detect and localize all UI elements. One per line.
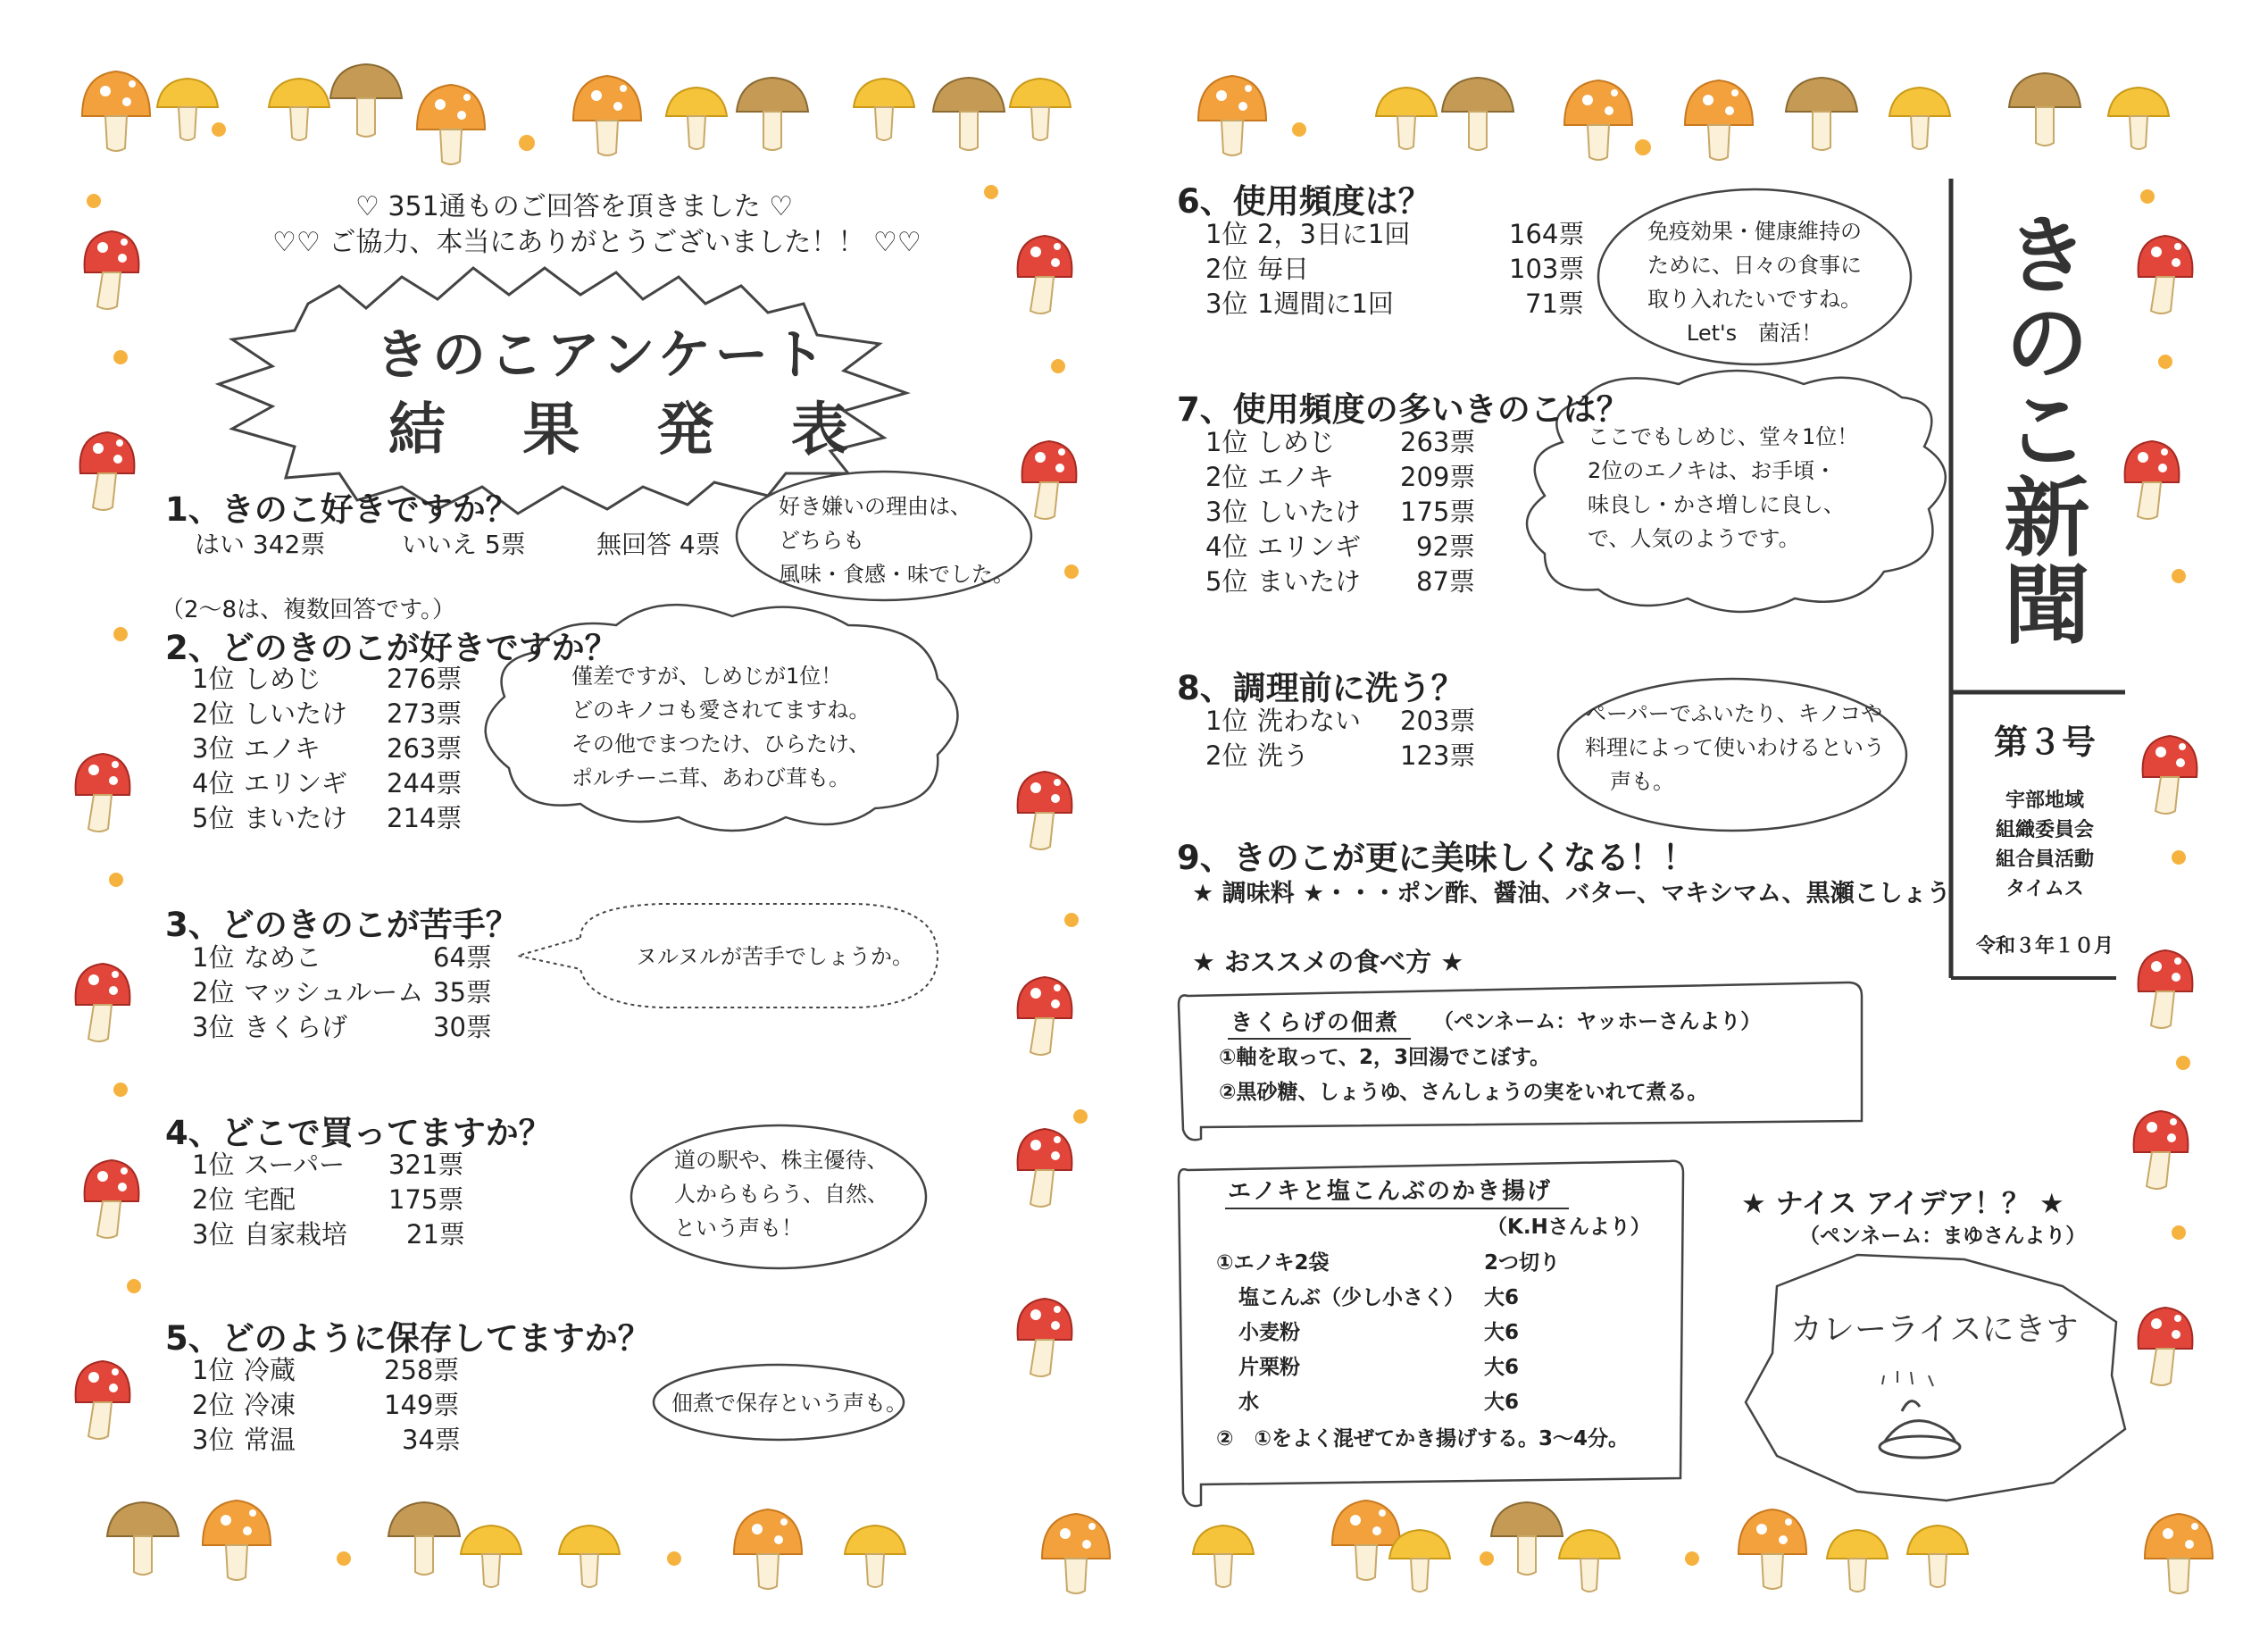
rank-votes: 30票 <box>433 1012 492 1042</box>
rank-label: 3位 <box>192 1425 235 1455</box>
recipe-step: ①軸を取って、2，3回湯でこぼす。 <box>1219 1046 1551 1069</box>
rank-votes: 71票 <box>1525 288 1584 319</box>
q7-title: 7、使用頻度の多いきのこは？ <box>1177 390 1630 429</box>
org-line: 組合員活動 <box>1995 849 2094 871</box>
rank-name: スーパー <box>244 1150 346 1180</box>
organization <box>1955 786 2134 904</box>
rank-name: 自家栽培 <box>244 1219 348 1250</box>
rank-name: なめこ <box>244 942 322 973</box>
recipe1-penname: （ペンネーム：ヤッホーさんより） <box>1433 1010 1762 1033</box>
rank-votes: 263票 <box>1400 427 1476 457</box>
q8-bubble-line: 料理によって使いわけるという <box>1585 735 1885 760</box>
rank-label: 2位 <box>1205 254 1248 284</box>
q2-bubble-line: 僅差ですが、しめじが1位！ <box>571 664 843 689</box>
q7-bubble <box>1588 420 1858 556</box>
rank-label: 4位 <box>192 768 235 798</box>
ingredient-row <box>1216 1385 1591 1420</box>
q4-rank-table <box>192 1145 478 1250</box>
banner-subtitle: 結 果 発 表 <box>388 397 877 464</box>
rank-row <box>192 973 496 1007</box>
ingredient-row <box>1216 1246 1591 1281</box>
q4-bubble-line: 道の駅や、株主優待、 <box>674 1148 888 1173</box>
rank-label: 2位 <box>192 1184 235 1215</box>
q2-bubble <box>571 659 870 795</box>
rank-label: 1位 <box>192 1150 235 1180</box>
q4-bubble <box>674 1143 888 1245</box>
q8-bubble <box>1585 697 1885 798</box>
rank-row <box>1205 492 1491 527</box>
q5-title: 5、どのように保存してますか？ <box>165 1319 651 1358</box>
q5-bubble-line: 佃煮で保存という声も。 <box>671 1391 907 1416</box>
q2-bubble-line: ポルチーニ茸、あわび茸も。 <box>571 765 850 790</box>
q5-rank-table <box>192 1350 478 1455</box>
ingredient-amount: 大6 <box>1484 1391 1520 1414</box>
org-line: タイムス <box>2005 878 2084 900</box>
q3-title: 3、どのきのこが苦手？ <box>165 906 519 944</box>
rank-name: しめじ <box>1257 427 1336 457</box>
rank-votes: 175票 <box>1400 497 1476 527</box>
rank-label: 2位 <box>192 977 235 1007</box>
rank-row <box>1205 527 1491 562</box>
rank-row <box>1205 214 1585 249</box>
rank-label: 3位 <box>1205 288 1248 319</box>
recipe2-title: エノキと塩こんぶのかき揚げ <box>1228 1178 1552 1205</box>
rank-row <box>1205 562 1491 597</box>
rank-votes: 175票 <box>388 1184 464 1215</box>
rank-label: 1位 <box>1205 427 1248 457</box>
rank-label: 1位 <box>192 942 235 973</box>
q8-bubble-line: 声も。 <box>1610 769 1674 794</box>
rank-row <box>192 1215 478 1250</box>
q3-bubble-line: ヌルヌルが苦手でしょうか。 <box>636 944 914 969</box>
issue-date: 令和３年１０月 <box>1975 935 2114 957</box>
rank-votes: 321票 <box>388 1150 464 1180</box>
thanks-line-1: ♡ 351通ものご回答を頂きました ♡ <box>355 191 794 222</box>
q7-bubble-line: 2位のエノキは、お手頃・ <box>1588 458 1837 483</box>
q9-seasoning: ★ 調味料 ★・・・ポン酢、醤油、バター、マキシマム、黒瀬こしょう <box>1192 880 1951 907</box>
ingredient-item: ①エノキ2袋 <box>1216 1251 1330 1275</box>
rank-label: 3位 <box>192 1219 235 1250</box>
rank-votes: 203票 <box>1400 706 1476 736</box>
rank-name: 2，3日に1回 <box>1257 219 1411 249</box>
q4-bubble-line: という声も！ <box>674 1216 803 1241</box>
rank-votes: 21票 <box>406 1219 465 1250</box>
rank-votes: 276票 <box>387 664 463 694</box>
rank-votes: 258票 <box>384 1355 460 1385</box>
rank-name: 常温 <box>244 1425 296 1455</box>
rank-label: 2位 <box>1205 462 1248 492</box>
rank-row <box>192 1350 478 1385</box>
q7-bubble-line: 味良し・かさ増しに良し、 <box>1588 492 1845 517</box>
q3-rank-table <box>192 938 496 1042</box>
rank-votes: 164票 <box>1509 219 1585 249</box>
nice-idea-title: ★ ナイス アイデア！？ ★ <box>1741 1188 2064 1220</box>
masthead-title <box>1978 210 2103 648</box>
rank-votes: 64票 <box>433 942 492 973</box>
recipe-step: ②黒砂糖、しょうゆ、さんしょうの実をいれて煮る。 <box>1219 1081 1708 1104</box>
rank-label: 5位 <box>192 803 235 833</box>
rank-row <box>192 659 478 694</box>
rank-name: 宅配 <box>244 1184 296 1215</box>
rank-row <box>1205 422 1491 457</box>
q1-none: 無回答 4票 <box>596 530 721 559</box>
q8-bubble-line: ペーパーでふいたり、キノコや <box>1585 701 1883 726</box>
q2-bubble-line: どのキノコも愛されてますね。 <box>571 698 871 723</box>
q2-title: 2、どのきのこが好きですか？ <box>165 629 618 667</box>
q8-title: 8、調理前に洗う？ <box>1177 669 1464 707</box>
recipe2-credit: （K.Hさんより） <box>1487 1216 1651 1239</box>
q6-bubble-line: Let's 菌活！ <box>1686 321 1823 346</box>
q6-bubble-line: ために、日々の食事に <box>1647 253 1862 278</box>
rank-name: エリンギ <box>1257 531 1362 562</box>
rank-name: しいたけ <box>1257 497 1362 527</box>
rank-name: まいたけ <box>1257 566 1362 597</box>
rank-row <box>1205 457 1491 492</box>
rank-name: しいたけ <box>244 698 348 729</box>
rank-row <box>192 729 478 764</box>
nice-idea-text: カレーライスにきす <box>1790 1311 2079 1348</box>
q3-bubble <box>636 940 913 974</box>
rank-votes: 123票 <box>1400 740 1476 771</box>
rank-label: 2位 <box>192 698 235 729</box>
masthead-title-text: きのこ新聞 <box>1990 210 2090 648</box>
rank-votes: 92票 <box>1416 531 1475 562</box>
q1-yes: はい 342票 <box>195 530 326 559</box>
rank-votes: 103票 <box>1509 254 1585 284</box>
ingredient-row <box>1216 1281 1591 1316</box>
recipe2-step: ② ①をよく混ぜてかき揚げする。3～4分。 <box>1216 1427 1629 1451</box>
ingredient-amount: 大6 <box>1484 1286 1520 1309</box>
q4-title: 4、どこで買ってますか？ <box>165 1114 552 1152</box>
rank-votes: 273票 <box>387 698 463 729</box>
rank-name: 1週間に1回 <box>1257 288 1394 319</box>
q1-no: いいえ 5票 <box>402 530 526 559</box>
rank-label: 3位 <box>192 733 235 764</box>
rank-row <box>192 798 478 833</box>
rank-name: 洗う <box>1257 740 1310 771</box>
thanks-line-2: ♡♡ ご協力、本当にありがとうございました！！ ♡♡ <box>272 227 921 258</box>
q2-rank-table <box>192 659 478 833</box>
q6-bubble-line: 免疫効果・健康維持の <box>1647 219 1862 244</box>
recipe1-steps <box>1219 1041 1708 1110</box>
rank-name: 冷凍 <box>244 1390 296 1420</box>
rank-label: 3位 <box>192 1012 235 1042</box>
rank-label: 2位 <box>192 1390 235 1420</box>
org-line: 宇部地域 <box>2005 790 2084 812</box>
ingredient-amount: 2つ切り <box>1484 1251 1561 1275</box>
q4-bubble-line: 人からもらう、自然、 <box>674 1182 888 1207</box>
q1-bubble <box>779 489 1014 591</box>
ingredient-item: 片栗粉 <box>1238 1356 1300 1379</box>
rank-name: マッシュルーム <box>244 977 424 1007</box>
rank-row <box>192 1385 478 1420</box>
q1-bubble-line: 風味・食感・味でした。 <box>779 562 1014 587</box>
ingredient-amount: 大6 <box>1484 1356 1520 1379</box>
org-line: 組織委員会 <box>1995 819 2094 841</box>
q1-bubble-line: 好き嫌いの理由は、 <box>779 494 971 519</box>
rank-label: 5位 <box>1205 566 1248 597</box>
rank-row <box>192 1180 478 1215</box>
q1-bubble-line: どちらも <box>779 528 864 553</box>
banner-title: きのこアンケート <box>375 324 830 387</box>
ingredient-item: 塩こんぶ（少し小さく） <box>1238 1286 1464 1309</box>
rank-name: しめじ <box>244 664 322 694</box>
rank-votes: 214票 <box>387 803 463 833</box>
q6-bubble <box>1647 214 1862 350</box>
rank-votes: 209票 <box>1400 462 1476 492</box>
rank-name: エノキ <box>244 733 321 764</box>
rank-row <box>1205 736 1491 771</box>
rank-row <box>192 1007 496 1042</box>
rank-row <box>1205 284 1584 319</box>
ingredient-amount: 大6 <box>1484 1321 1520 1344</box>
rank-row <box>192 694 478 729</box>
q7-bubble-line: で、人気のようです。 <box>1588 526 1800 551</box>
q9-title: 9、きのこが更に美味しくなる！！ <box>1177 839 1696 877</box>
rank-row <box>192 938 496 973</box>
recipe1-title: きくらげの佃煮 <box>1230 1009 1400 1035</box>
rank-row <box>1205 249 1585 284</box>
rank-votes: 263票 <box>387 733 463 764</box>
rank-row <box>192 764 478 798</box>
rank-row <box>192 1145 478 1180</box>
rank-name: まいたけ <box>244 803 348 833</box>
rank-votes: 244票 <box>387 768 463 798</box>
q7-rank-table <box>1205 422 1491 597</box>
rank-name: エリンギ <box>244 768 348 798</box>
rank-row <box>1205 701 1491 736</box>
recipe2-ingredients <box>1216 1246 1591 1420</box>
rank-votes: 35票 <box>433 977 492 1007</box>
rank-votes: 34票 <box>402 1425 461 1455</box>
q2-bubble-line: その他でまつたけ、ひらたけ、 <box>571 732 871 757</box>
rank-name: 洗わない <box>1257 706 1362 736</box>
rank-label: 1位 <box>192 664 235 694</box>
multi-answer-note: （2～8は、複数回答です。） <box>161 597 456 623</box>
rank-label: 3位 <box>1205 497 1248 527</box>
rank-label: 1位 <box>1205 706 1248 736</box>
rank-votes: 149票 <box>384 1390 460 1420</box>
q6-rank-table <box>1205 214 1585 319</box>
rank-row <box>192 1420 478 1455</box>
q5-bubble <box>671 1386 907 1420</box>
q6-bubble-line: 取り入れたいですね。 <box>1647 287 1862 312</box>
rank-label: 4位 <box>1205 531 1248 562</box>
ingredient-item: 小麦粉 <box>1238 1321 1300 1344</box>
rank-label: 2位 <box>1205 740 1248 771</box>
q1-title: 1、きのこ好きですか？ <box>165 490 519 529</box>
rank-name: エノキ <box>1257 462 1334 492</box>
ingredient-item: 水 <box>1238 1391 1259 1414</box>
q7-bubble-line: ここでもしめじ、堂々1位！ <box>1588 424 1859 449</box>
ingredient-row <box>1216 1350 1591 1385</box>
rank-label: 1位 <box>192 1355 235 1385</box>
q8-rank-table <box>1205 701 1491 771</box>
rank-votes: 87票 <box>1416 566 1475 597</box>
ingredient-row <box>1216 1316 1591 1350</box>
q6-title: 6、使用頻度は？ <box>1177 182 1431 221</box>
nice-idea-penname: （ペンネーム：まゆさんより） <box>1799 1225 2087 1248</box>
rank-name: 冷蔵 <box>244 1355 296 1385</box>
rank-label: 1位 <box>1205 219 1248 249</box>
q9-recommend: ★ おススメの食べ方 ★ <box>1192 947 1464 977</box>
rank-name: きくらげ <box>244 1012 348 1042</box>
rank-name: 毎日 <box>1257 254 1310 284</box>
issue-number: 第３号 <box>1993 723 2096 762</box>
